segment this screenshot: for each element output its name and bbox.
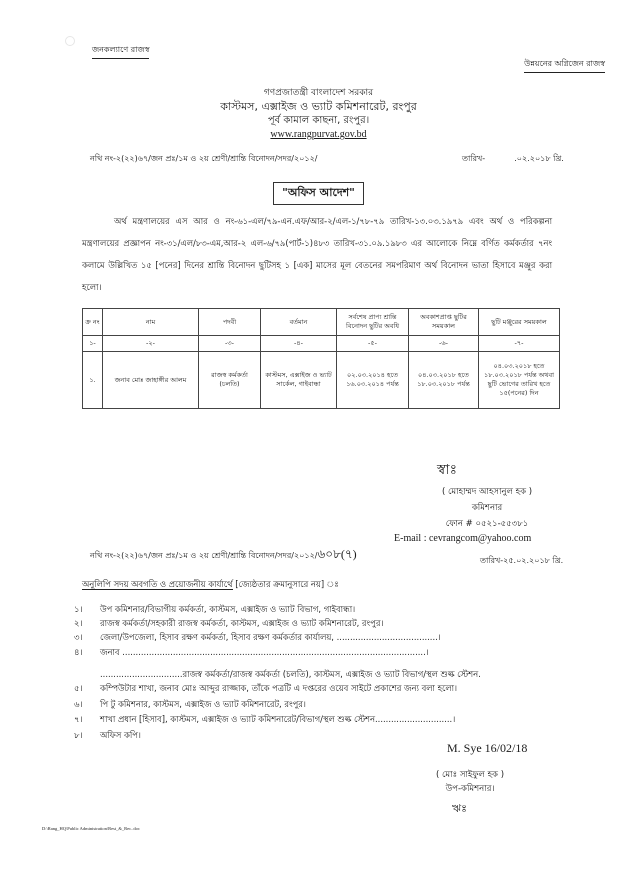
cell-last-leave: ০২.০৩.২০১৪ হতে ১৬.০৩.২০১৪ পর্যন্ত (337, 352, 409, 409)
column-number: -৫- (337, 336, 409, 352)
copy-4-continuation: ...............................রাজস্ব কর্মকর্তা/রাজস্ব কর্মকর্তা (চলতি), কাস্টমস, এক্সাইজ ও ভ্যাট বিভাগ/স্থল শুল্ক স্টেশন. (100, 669, 481, 679)
commissioner-email: E-mail : cevrangcom@yahoo.com (394, 533, 532, 544)
copy-number: ৭। (74, 714, 83, 724)
list-item (0, 646, 637, 660)
column-number: -৭- (479, 336, 560, 352)
letterhead (0, 86, 637, 142)
date-line-2 (480, 555, 563, 568)
table-row (83, 352, 560, 409)
deputy-title: উপ-কমিশনার। (445, 784, 495, 794)
table-column-number-row (83, 336, 560, 352)
copy-text: জেলা/উপজেলা, হিসাব রক্ষণ কর্মকর্তা, হিসাব রক্ষণ কর্মকর্তার কার্যালয়, ......................................। (100, 632, 441, 642)
punch-hole (65, 36, 75, 46)
copy-text: জনাব ..................................................................................................................। (100, 647, 429, 657)
office-name: কাস্টমস, এক্সাইজ ও ভ্যাট কমিশনারেট, রংপুর (220, 100, 417, 113)
order-body-text: অর্থ মন্ত্রণালয়ের এস আর ও নং-৬১-এল/৭৯-এন.এফ/আর-২/এল-১/৭৮-৭৯ তারিখ-১৩.০৩.১৯৭৯ এবং অর্থ ও পরিকল্পনা মন্ত্রণালয়ের প্রজ্ঞাপন নং-৩১/এল/৮৩-এম,আর-২ এল-৬/৭৯(পার্ট-১)৪৮৩ তারিখ-৩১.০৯.১৯৮৩ এর আলোকে নিম্নে বর্ণিত কর্মকর্তার ৭নং কলামে উল্লিখিত ১৫ [পনের] দিনের শ্রান্তি বিনোদন ছুটিসহ ১ [এক] মাসের মূল বেতনের সমপরিমাণ অর্থ বিনোদন ভাতা হিসাবে মঞ্জুর করা হলো। (82, 216, 552, 292)
handwritten-memo-number: ৬০৮(৭) (317, 547, 357, 561)
column-number: -৬- (409, 336, 479, 352)
office-website-link[interactable]: www.rangpurvat.gov.bd (270, 129, 367, 140)
commissioner-name: ( মোহাম্মদ আহসানুল হক ) (441, 487, 533, 497)
list-item (0, 698, 637, 712)
file-path: D:\Rang_HQ\Public Administration\Rest_&_Rec..doc (42, 826, 140, 831)
header-slogan-right: উন্নয়নের অগ্নিজেন রাজস্ব (524, 58, 605, 71)
table-header-row (83, 309, 560, 336)
cell-eligible-period: ০৪.০৩.২০১৮ হতে ১৮.০৩.২০১৮ পর্যন্ত (409, 352, 479, 409)
leave-table (82, 308, 560, 409)
copy-number: ৫। (74, 683, 83, 693)
office-order-title-text: "অফিস আদেশ" (273, 182, 364, 205)
list-item (0, 631, 637, 645)
copy-number: ৪। (74, 647, 83, 657)
copy-text: কম্পিউটার শাখা, জনাব মোঃ আব্দুর রাজ্জাক, তাঁকে পত্রটি এ দপ্তরের ওয়েব সাইটে প্রকাশের জন্য বলা হলো। (100, 683, 458, 693)
copy-text: অফিস কপি। (100, 730, 141, 740)
file-number-2-text: নথি নং-২(২২)৬৭/জন প্রঃ/১ম ও ২য় শ্রেণী/শ্রান্তি বিনোদন/সদর/২০১২/ (90, 551, 318, 560)
copy-text: পি টু কমিশনার, কাস্টমস, এক্সাইজ ও ভ্যাট কমিশনারেট, রংপুর। (100, 699, 306, 709)
table-header: বর্তমান (261, 309, 337, 336)
file-number-2 (90, 546, 357, 566)
list-item (0, 617, 637, 631)
list-item (0, 729, 637, 743)
table-header: অবকাশপ্রাপ্ত ছুটির সময়কাল (409, 309, 479, 336)
table-header: পদবী (199, 309, 261, 336)
date-value-2: ২৫.০২.২০১৮ খ্রি. (503, 556, 564, 565)
list-item (0, 682, 637, 696)
table-header: ছুটি মঞ্জুরের সময়কাল (479, 309, 560, 336)
cell-serial: ১. (83, 352, 103, 409)
date-label-2: তারিখ- (480, 556, 504, 565)
commissioner-phone: ফোন # ০৫২১-৫৫৩৮১ (445, 519, 529, 529)
copy-text: শাখা প্রধান [হিসাব], কাস্টমস, এক্সাইজ ও ভ্যাট কমিশনারেট/বিভাগ/স্থল শুল্ক স্টেশন.............................। (100, 714, 456, 724)
table-header: নাম (103, 309, 199, 336)
commissioner-title: কমিশনার (471, 503, 503, 513)
copy-number: ৩। (74, 632, 83, 642)
office-order-title (0, 181, 637, 205)
signature-mark: স্বাঃ (437, 463, 458, 478)
column-number: ১- (83, 336, 103, 352)
commissioner-signature-block (407, 484, 567, 532)
table-header: ক্র নং (83, 309, 103, 336)
deputy-name: ( মোঃ সাইফুল হক ) (435, 770, 505, 780)
copies-heading-note: [জ্যেষ্ঠতার ক্রমানুসারে নয়] ঃ (232, 579, 339, 589)
cell-name: জনাব মোঃ জাহাঙ্গীর আলম (103, 352, 199, 409)
copy-number: ২। (74, 618, 83, 628)
deputy-signature-block (410, 768, 530, 796)
column-number: -২- (103, 336, 199, 352)
copy-number: ১। (74, 604, 83, 614)
list-item (0, 603, 637, 617)
cell-current-posting: কাস্টমস, এক্সাইজ ও ভ্যাট সার্কেল, গাইবান্ধা (261, 352, 337, 409)
office-address: পূর্ব কামাল কাছনা, রংপুর। (267, 115, 370, 126)
govt-name: গণপ্রজাতন্ত্রী বাংলাদেশ সরকার (263, 88, 374, 98)
table-header: সর্বশেষ প্রাপ্য শ্রান্তি বিনোদন ছুটির অবধি (337, 309, 409, 336)
column-number: -৪- (261, 336, 337, 352)
copy-number: ৬। (74, 699, 83, 709)
copies-heading-text: অনুলিপি সদয় অবগতি ও প্রয়োজনীয় কার্যার্থে (82, 579, 233, 589)
column-number: -৩- (199, 336, 261, 352)
copy-text: উপ কমিশনার/বিভাগীয় কর্মকর্তা, কাস্টমস, এক্সাইজ ও ভ্যাট বিভাগ, গাইবান্ধা। (100, 604, 356, 614)
file-number: নথি নং-২(২২)৬৭/জন প্রঃ/১ম ও ২য় শ্রেণী/শ্রান্তি বিনোদন/সদর/২০১২/ (90, 154, 318, 163)
date-value: .০২.২০১৮ খ্রি. (514, 154, 564, 163)
copy-text: রাজস্ব কর্মকর্তা/সহকারী রাজস্ব কর্মকর্তা, কাস্টমস, এক্সাইজ ও ভ্যাট কমিশনারেট, রংপুর। (100, 618, 384, 628)
copies-heading (82, 578, 339, 592)
cell-sanctioned-period: ০৪.০৩.২০১৮ হতে ১৮.০৩.২০১৮ পর্যন্ত অথবা ছুটি ভোগের তারিখ হতে ১৫(পনের) দিন (479, 352, 560, 409)
cell-designation: রাজস্ব কর্মকর্তা (চলতি) (199, 352, 261, 409)
header-slogan-left: জনকল্যাণে রাজস্ব (92, 44, 149, 57)
copy-number: ৮। (74, 730, 83, 740)
order-body-paragraph (82, 210, 552, 298)
deputy-signature: M. Sye 16/02/18 (447, 741, 528, 755)
date-label: তারিখ- (462, 154, 486, 163)
initial-mark: ঋঃ (452, 803, 467, 815)
list-item (0, 713, 637, 727)
date-line (462, 153, 564, 166)
